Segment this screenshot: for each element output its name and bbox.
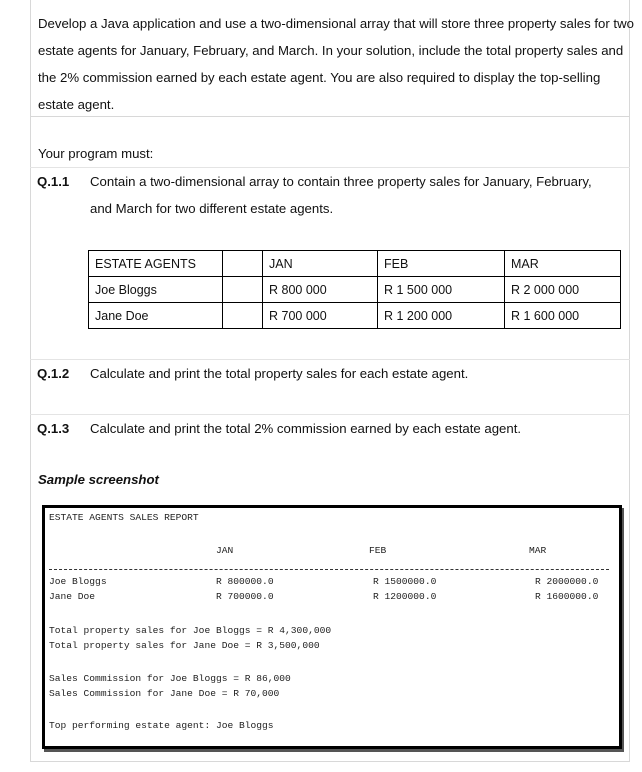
header-cell: ESTATE AGENTS [89, 251, 223, 277]
console-total-line: Total property sales for Jane Doe = R 3,500,000 [49, 640, 320, 651]
console-top-agent-line: Top performing estate agent: Joe Bloggs [49, 720, 274, 731]
jan-cell: R 800 000 [263, 277, 378, 303]
console-row-feb: R 1500000.0 [373, 576, 437, 587]
intro-paragraph: Develop a Java application and use a two-dimensional array that will store three property sales for two estate agents for January, February, and March. In your solution, include the total property sales and the 2% commission earned by each estate agent. You are also required to display the top-selling estate agent. [38, 16, 634, 112]
mar-cell: R 1 600 000 [505, 303, 621, 329]
feb-cell: R 1 500 000 [378, 277, 505, 303]
console-row-agent: Joe Bloggs [49, 576, 107, 587]
agent-cell: Jane Doe [89, 303, 223, 329]
console-col-jan: JAN [216, 545, 234, 556]
jan-cell: R 700 000 [263, 303, 378, 329]
question-number: Q.1.1 [37, 174, 70, 189]
console-row-feb: R 1200000.0 [373, 591, 437, 602]
table-header-row [89, 251, 621, 277]
table-row [89, 277, 621, 303]
table-row [89, 303, 621, 329]
console-title: ESTATE AGENTS SALES REPORT [49, 512, 199, 523]
header-cell: FEB [378, 251, 505, 277]
question-number: Q.1.3 [37, 421, 70, 436]
question-text: Contain a two-dimensional array to contain three property sales for January, February, and March for two different estate agents. [90, 174, 592, 216]
header-cell: JAN [263, 251, 378, 277]
agent-cell: Joe Bloggs [89, 277, 223, 303]
divider [30, 116, 630, 117]
console-row-mar: R 2000000.0 [535, 576, 599, 587]
question-q1-2 [30, 359, 630, 388]
question-text: Calculate and print the total property sales for each estate agent. [90, 366, 469, 381]
console-divider [49, 569, 609, 570]
feb-cell: R 1 200 000 [378, 303, 505, 329]
spacer-cell [223, 251, 263, 277]
console-commission-line: Sales Commission for Jane Doe = R 70,000 [49, 688, 280, 699]
console-total-line: Total property sales for Joe Bloggs = R 4,300,000 [49, 625, 332, 636]
requirements-heading: Your program must: [38, 146, 154, 161]
question-text: Calculate and print the total 2% commission earned by each estate agent. [90, 421, 522, 436]
console-row-agent: Jane Doe [49, 591, 96, 602]
console-row-jan: R 800000.0 [216, 576, 274, 587]
console-col-feb: FEB [369, 545, 387, 556]
sample-screenshot-label: Sample screenshot [38, 472, 159, 487]
console-col-mar: MAR [529, 545, 547, 556]
question-number: Q.1.2 [37, 366, 70, 381]
question-q1-1 [30, 167, 630, 222]
mar-cell: R 2 000 000 [505, 277, 621, 303]
console-output [42, 505, 622, 749]
question-q1-3 [30, 414, 630, 443]
console-commission-line: Sales Commission for Joe Bloggs = R 86,000 [49, 673, 291, 684]
console-row-jan: R 700000.0 [216, 591, 274, 602]
spacer-cell [223, 277, 263, 303]
console-row-mar: R 1600000.0 [535, 591, 599, 602]
sales-table [88, 250, 621, 329]
header-cell: MAR [505, 251, 621, 277]
spacer-cell [223, 303, 263, 329]
